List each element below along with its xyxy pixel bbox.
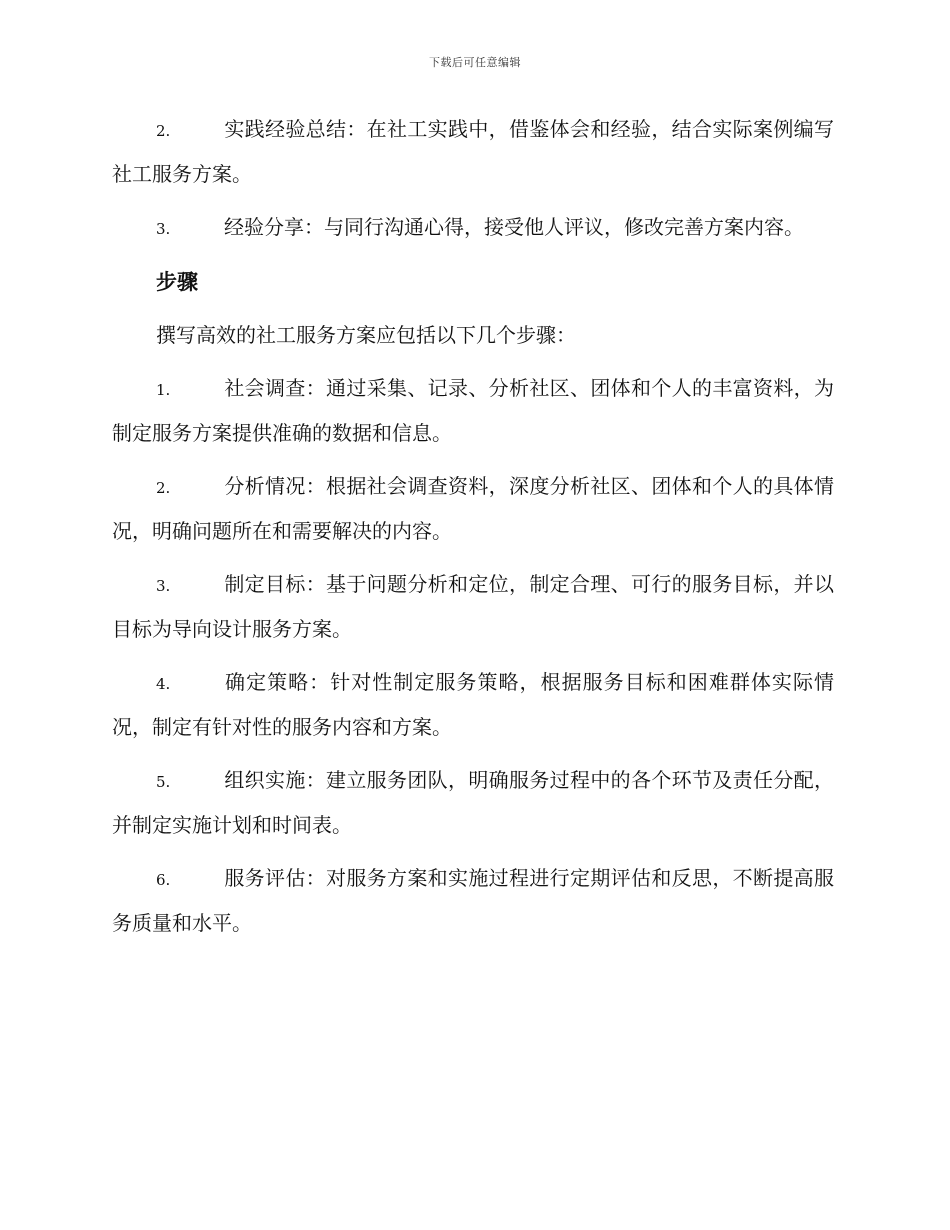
step-item	[112, 857, 834, 945]
step-item	[112, 661, 834, 749]
step-text: 组织实施：建立服务团队，明确服务过程中的各个环节及责任分配，并制定实施计划和时间表。	[112, 768, 834, 837]
step-number: 2.	[156, 479, 171, 497]
step-text: 社会调查：通过采集、记录、分析社区、团体和个人的丰富资料，为制定服务方案提供准确的数据和信息。	[112, 376, 834, 445]
step-number: 5.	[156, 773, 171, 791]
list-item	[112, 108, 834, 196]
step-text: 服务评估：对服务方案和实施过程进行定期评估和反思，不断提高服务质量和水平。	[112, 866, 834, 935]
step-item	[112, 465, 834, 553]
step-text: 制定目标：基于问题分析和定位，制定合理、可行的服务目标，并以目标为导向设计服务方案。	[112, 572, 834, 641]
section-intro: 撰写高效的社工服务方案应包括以下几个步骤：	[156, 323, 576, 347]
step-text: 确定策略：针对性制定服务策略，根据服务目标和困难群体实际情况，制定有针对性的服务内容和方案。	[112, 670, 834, 739]
list-item	[112, 206, 834, 251]
document-body	[112, 108, 834, 955]
step-item	[112, 563, 834, 651]
list-item-number: 3.	[156, 220, 171, 238]
section-heading: 步骤	[156, 270, 198, 294]
step-text: 分析情况：根据社会调查资料，深度分析社区、团体和个人的具体情况，明确问题所在和需要解决的内容。	[112, 474, 834, 543]
step-number: 6.	[156, 871, 171, 889]
step-number: 4.	[156, 675, 171, 693]
step-item	[112, 367, 834, 455]
list-item-text: 经验分享：与同行沟通心得，接受他人评议，修改完善方案内容。	[224, 215, 804, 239]
step-item	[112, 759, 834, 847]
list-item-text: 实践经验总结：在社工实践中，借鉴体会和经验，结合实际案例编写社工服务方案。	[112, 117, 834, 186]
list-item-number: 2.	[156, 122, 171, 140]
step-number: 3.	[156, 577, 171, 595]
step-number: 1.	[156, 381, 171, 399]
page-header: 下载后可任意编辑	[429, 56, 521, 69]
